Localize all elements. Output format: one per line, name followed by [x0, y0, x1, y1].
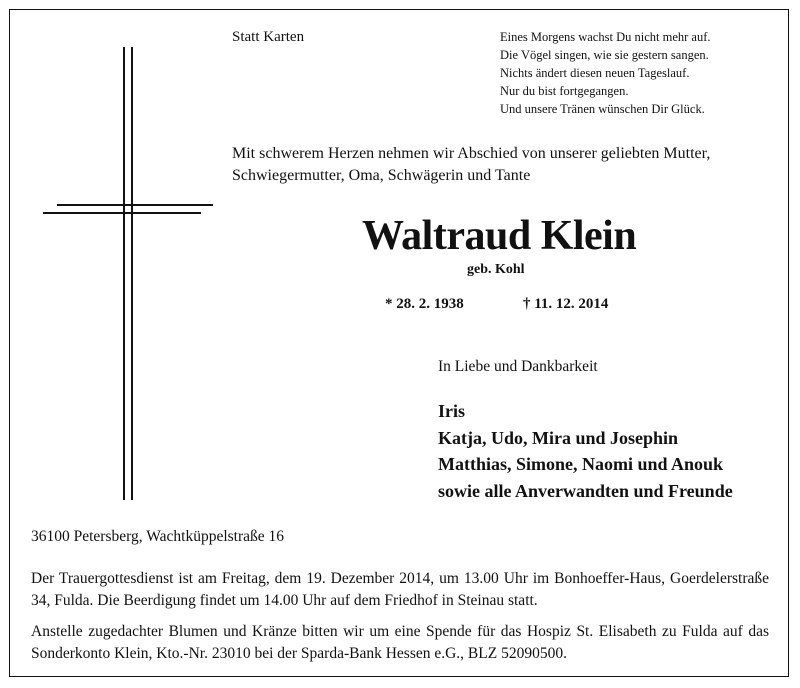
- donation-request: Anstelle zugedachter Blumen und Kränze bitten wir um eine Spende für das Hospiz St. Elisabeth zu Fulda auf das Sonderkonto Klein, Kto.-Nr. 23010 bei der Sparda-Bank Hessen e.G., BLZ 52090500.: [31, 623, 769, 662]
- funeral-service-info: Der Trauergottesdienst ist am Freitag, dem 19. Dezember 2014, um 13.00 Uhr im Bonhoeffer-Haus, Goerdelerstraße 34, Fulda. Die Beerdigung findet um 14.00 Uhr auf dem Friedhof in Steinau statt.: [31, 570, 769, 609]
- intro-line: Mit schwerem Herzen nehmen wir Abschied von unserer geliebten Mutter,: [232, 145, 711, 162]
- cross-vertical-line-a: [123, 47, 125, 500]
- intro-line: Schwiegermutter, Oma, Schwägerin und Tante: [232, 167, 531, 184]
- mourner-line: Iris: [438, 401, 465, 421]
- family-address: 36100 Petersberg, Wachtküppelstraße 16: [31, 528, 285, 545]
- maiden-name: geb. Kohl: [467, 262, 525, 277]
- mourner-line: sowie alle Anverwandten und Freunde: [438, 480, 733, 501]
- poem-line: Die Vögel singen, wie sie gestern sangen.: [500, 48, 709, 62]
- cross-horizontal-line-b: [43, 212, 201, 214]
- mourner-line: Matthias, Simone, Naomi und Anouk: [438, 454, 724, 474]
- intro-text: [232, 143, 710, 187]
- poem-line: Nichts ändert diesen neuen Tageslauf.: [500, 66, 690, 80]
- poem: [500, 28, 711, 118]
- obituary-notice: [9, 9, 789, 677]
- poem-line: Und unsere Tränen wünschen Dir Glück.: [500, 102, 705, 116]
- mourners-intro: In Liebe und Dankbarkeit: [438, 358, 598, 375]
- poem-line: Eines Morgens wachst Du nicht mehr auf.: [500, 30, 711, 44]
- cross-vertical-line-b: [131, 47, 133, 500]
- death-date: † 11. 12. 2014: [523, 296, 609, 312]
- deceased-name: Waltraud Klein: [362, 213, 637, 259]
- mourners-list: [438, 398, 733, 504]
- statt-karten-label: Statt Karten: [232, 29, 305, 45]
- mourner-line: Katja, Udo, Mira und Josephin: [438, 427, 679, 448]
- cross-horizontal-line-a: [57, 204, 213, 206]
- poem-line: Nur du bist fortgegangen.: [500, 84, 629, 98]
- birth-date: * 28. 2. 1938: [385, 296, 464, 312]
